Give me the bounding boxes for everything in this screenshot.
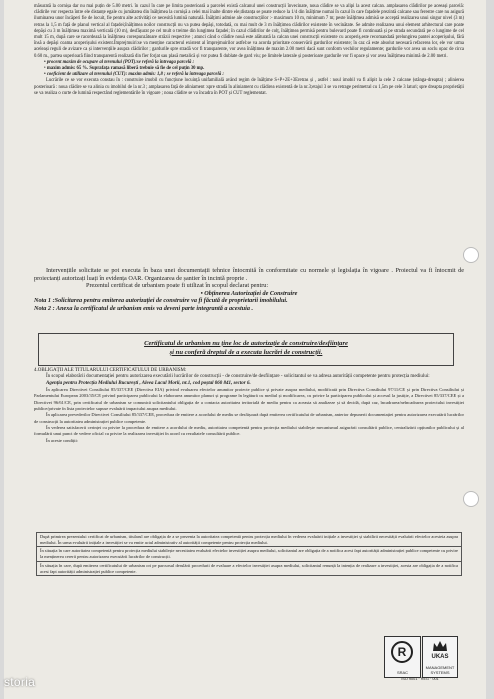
disclaimer-line-2: și nu conferă dreptul de a executa lucrări de construcții.: [169, 349, 323, 356]
srac-logo: [384, 636, 421, 678]
obligatii-paragraph-5: În aceste condiții:: [46, 437, 78, 443]
nota-1: Nota 1 :Solicitarea pentru emiterea autorizației de construire va fi făcută de proprietarii imobilului.: [34, 297, 288, 305]
interventii-paragraph: Intervențiile solicitate se pot executa în baza unei documentații tehnice întocmită în conformitate cu normele și legislația în vigoare . Proiectul va fi întocmit de proiectanți autorizați luați în evidența OAR. Organizarea de șantier în incintă proprie .: [34, 267, 464, 282]
crown-icon: [432, 640, 448, 652]
table-row: [37, 561, 462, 575]
obligatii-paragraph-2: În aplicarea Directivei Consiliului 85/337/CEE (Directiva EIA) privind evaluarea efectelor anumitor proiecte publice și private asupra mediului, modificată prin Directiva Consiliului 97/11/CE și prin Directiva Consiliului și Parlamentului European 2003/35/CE privind participarea publicului la elaborarea anumitor planuri și programe în legătură cu mediul și modificarea, cu privire la participarea publicului și accesul la justiție, a Directivei 85/337/CEE și a Directivei 96/61/CE, prin certificatul de urbanism se comunică solicitantului obligația de a contacta autoritatea teritorială de mediu pentru ca aceasta să analizeze și să decidă, după caz, încadrarea/neîncadrarea proiectului investiției publice/private în lista proiectelor supuse evaluării impactului asupra mediului.: [34, 387, 464, 412]
disclaimer-line-1: Certificatul de urbanism nu ține loc de autorizație de construire/desființare: [144, 340, 348, 347]
nota-2: Nota 2 : Anexa la certificatul de urbanism emis va deveni parte integrantă a acestuia .: [34, 304, 254, 312]
obligations-table: [36, 532, 462, 576]
obligatii-paragraph-1: În scopul elaborării documentației pentru autorizarea executării lucrărilor de construcții - de construire/de desființare - solicitantul se va adresa autorității competente pentru protecția mediului:: [46, 374, 430, 380]
ukas-sublabel: MANAGEMENT SYSTEMS: [425, 665, 455, 675]
ukas-label: UKAS: [431, 654, 449, 660]
obligatii-title: 4.OBLIGAȚII ALE TITULARULUI CERTIFICATULUI DE URBANISM:: [34, 368, 187, 373]
table-row: [37, 533, 462, 547]
pot-value: • maxim admis: 65 %. Suprafața ramasă liberă trebuie să fie de cel puțin 30 mp.: [44, 66, 205, 72]
obligatii-paragraph-3: În aplicarea prevederilor Directivei Consiliului 85/337/CEE, procedura de emitere a acordului de mediu se desfășoară după emiterea certificatului de urbanism, anterior depunerii documentației pentru autorizarea executării lucrărilor de construcții la autoritatea administrației publice competente.: [34, 412, 464, 424]
obligatii-block: [34, 368, 464, 444]
table-cell: În situația în care autoritatea competentă pentru protecția mediului stabilește necesitatea evaluării efectelor investiției asupra mediului, solicitantul are obligația de a notifica acest fapt autorității administrației publice competente cu privire la menținerea cererii pentru autorizarea executării lucrărilor de construcții.: [37, 547, 462, 561]
urban-rules-block: [34, 4, 464, 97]
obtinerea-line: • Obținerea Autorizației de Construire: [200, 289, 298, 297]
obligatii-paragraph-4: În vederea satisfacerii cerinței cu privire la procedura de emitere a acordului de mediu, autoritatea competentă pentru protecția mediului stabilește mecanismul asigurării consultării publice, centralizării opțiunilor publicului și al formulării unui punct de vedere oficial cu privire la realizarea investiției în acord cu rezultatele consultării publice.: [34, 424, 464, 437]
document-page: [4, 0, 486, 699]
srac-r-mark: R: [391, 641, 413, 663]
table-cell: După primirea prezentului certificat de urbanism, titularul are obligația de a se prezenta la autoritatea competentă pentru protecția mediului în vederea evaluării inițiale a investiției și stabilirii necesității evaluării efectelor acesteia asupra mediului. În urma evaluării inițiale a investiției se va emite actul administrativ al autorității competente pentru protecția mediului.: [37, 533, 462, 547]
table-cell: În situația în care, după emiterea certificatului de urbanism ori pe parcursul derulării procedurii de evaluare a efectelor investiției asupra mediului, solicitantul renunță la intenția de realizare a investiției, acesta are obligația de a notifica acest fapt autorității administrației publice competente.: [37, 561, 462, 575]
rules-paragraph: măsurată la cornișa dar nu mai puțin de 5.00 metri. în cazul în care pe limita posterioară a parcelei există calcanul unei construcții învecinate, noua clădire se va alipi la acest calcan. amplasarea clădirilor pe aceeași parcelă: clădirile vor respecta între ele distanțe egale cu jumătatea din înălțimea la cornișă a celei mai înalte dintre ele;distanța se poate reduce la 1/4 din înălțime numai în cazul în care fațadele prezintă calcane sau ferestre care nu asigură iluminarea unor încăperi fie de locuit, fie pentru alte activități ce necesită lumină naturală. Înălțimi admise ale construcțiilor :- maximum 10 m, minimum 7 m; peste înălțimea admisă se acceptă realizarea unui singur nivel (3 m) retras la 1,5 m față de planul vertical al fațadei;înălțimea noilor construcții nu va putea depăși, totodată, cu mai mult de 3 m înălțimea clădirilor existente în vecinătate. Se admite realizarea unui element arhitectural care poate depăși cu 3 m înălțimea maximă verticală (10 m), desfășurat pe cel mult o treime din lungimea fațadei; în cazul clădirilor de colț, înălțimea permisă pentru bulevard poate fi continuată și pe strada secundară pe o lungime de cel mult 15 m, după care se racordează la înălțimea corespunzătoare străzii respective ; atunci când o clădire nouă este alăturată la calcan unei construcții existente cu acoperiș,este recomandată prelungirea pantei acoperișului, fără însă a depăși coama acoperișului existent.Împrejmuiri:se va menține caracterul existent al împrejmuirilor astfel:se va acorda prioritate conservării gardurilor existente; în caz că este absolut necesară refacerea lor, ele vor urma aceleași reguli de avizare ca și intervențiile asupra clădirilor ; gardurile spre stradă vor fi transparente, vor avea înălțimea de maxim 2.00 metri dacă sunt conform vechilor regulamente; gardurile vor avea un soclu opac de circa 0.60 m., partea superioară fiind transparentă realizată din fier forjat sau plasă metalică și vor putea fi dublate de gard viu; pe limitele laterale și posterioare gardurile vor fi opace și vor avea înălțimea minimă de 2.00 metri.: [34, 4, 464, 59]
cut-heading: • coeficient de utilizare al terenului (CUT): maxim admis: 1,8 ; se referă la întreaga parcelă :: [44, 72, 224, 78]
punch-hole: [463, 247, 479, 263]
pot-heading: • procent maxim de ocupare al terenului (POT):se referă la întreaga parcelă :: [44, 59, 195, 65]
ukas-logo: [422, 636, 458, 678]
srac-label: SRAC: [396, 670, 409, 675]
iso-caption: ISO 9001 · REG · 001: [401, 677, 439, 681]
interventii-block: [34, 267, 464, 312]
punch-hole: [463, 491, 479, 507]
prezentul-line: Prezentul certificat de urbanism poate fi utilizat în scopul declarat pentru:: [86, 282, 269, 290]
certification-logos: [384, 636, 458, 682]
agentia-address: Agenția pentru Protecția Mediului București , Aleea Lacul Morii, nr.1, cod poștal 060 841, sector 6.: [46, 380, 251, 386]
certificate-disclaimer-box: [38, 333, 454, 366]
storia-watermark: storia: [4, 675, 36, 689]
table-row: [37, 547, 462, 561]
lucrari-paragraph: Lucrările ce se vor executa constau în : construire imobil cu funcțiune locuință unifamilială având regim de înălțime S+P+2E+3Eretras și , astfel : noul imobil va fi alipit la cele 2 calcane (stânga-dreapta) ; alinierea posterioară : noua clădire se va alinia cu imobilul de la nr.3 ; amplasarea față de aliniament :spre stradă în aliniament cu clădirea existentă de la nr.3;etajul 3 se va retrage perimetral cu 1,5m pe cele 3 laturi; spre dreapta proprietății se va realiza o curte de lumină respectând reglementările în vigoare ; noua clădire se va încadra în POT și CUT reglementat.: [34, 78, 464, 96]
